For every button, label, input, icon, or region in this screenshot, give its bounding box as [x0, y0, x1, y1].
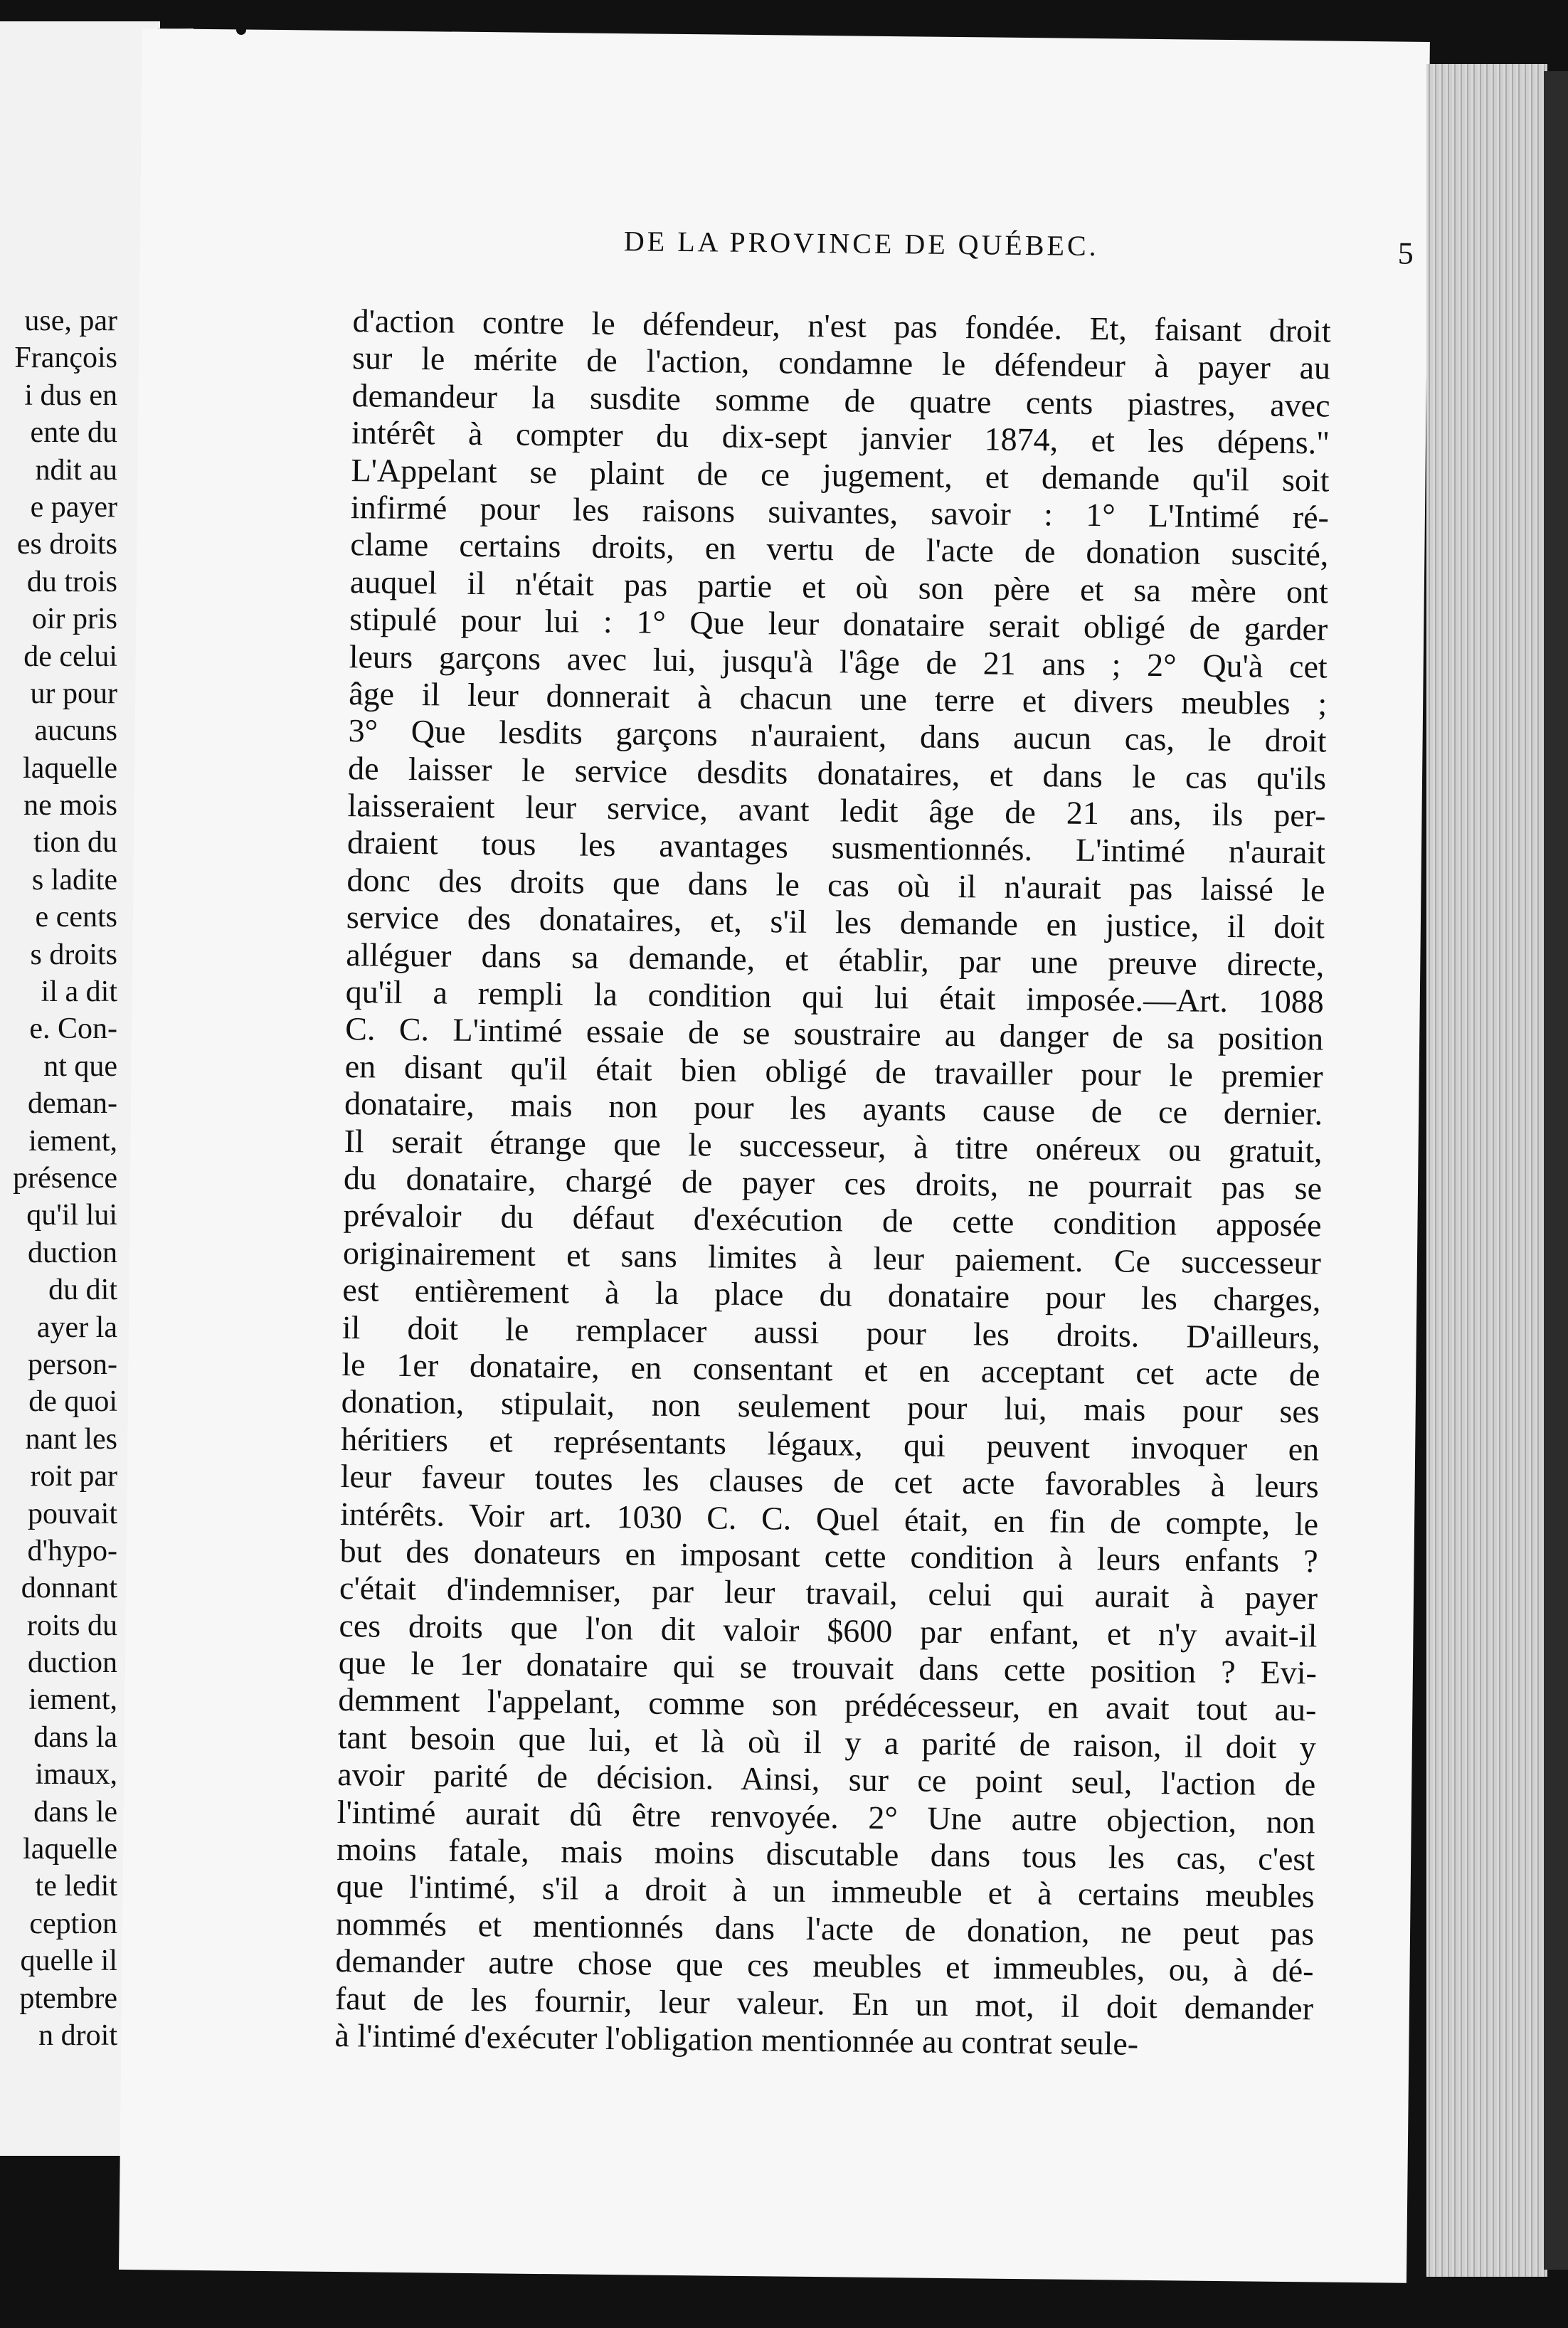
right-page [119, 28, 1430, 2283]
left-page-line: tion du [33, 826, 117, 859]
left-page-line: use, par [24, 305, 117, 337]
text-line: héritiers et représentants légaux, qui peuvent invoquer en [340, 1420, 1320, 1468]
text-line: Il serait étrange que le successeur, à titre onéreux ou gratuit, [344, 1122, 1323, 1170]
left-page-line: dans le [33, 1795, 117, 1829]
text-line: donation, stipulait, non seulement pour lui, mais pour ses [341, 1383, 1320, 1430]
left-page-line: ayer la [36, 1311, 117, 1344]
text-line: c'était d'indemniser, par leur travail, celui qui aurait à payer [339, 1570, 1318, 1617]
left-page-line: person- [28, 1348, 117, 1381]
text-line: du donataire, chargé de payer ces droits, ne pourrait pas se [343, 1160, 1323, 1207]
left-page-line: iement, [28, 1124, 117, 1158]
text-line: laisseraient leur service, avant ledit âge de 21 ans, ils per- [347, 787, 1326, 834]
left-page-line: s droits [30, 938, 117, 971]
text-line: d'action contre le défendeur, n'est pas fondée. Et, faisant droit [352, 302, 1331, 349]
text-line: le 1er donataire, en consentant et en acceptant cet acte de [341, 1345, 1320, 1393]
page-edges [1426, 64, 1547, 2277]
text-line: demander autre chose que ces meubles et immeubles, ou, à dé- [335, 1942, 1314, 1989]
text-line: auquel il n'était pas partie et où son père et sa mère ont [349, 563, 1329, 610]
text-line: ces droits que l'on dit valoir $600 par enfant, et n'y avait-il [339, 1607, 1318, 1654]
left-page-line: de quoi [28, 1385, 117, 1419]
text-line: demment l'appelant, comme son prédécesseur, en avait tout au- [338, 1681, 1317, 1728]
text-line: intérêt à compter du dix-sept janvier 1874, et les dépens." [351, 414, 1330, 461]
left-page-line: oir pris [31, 603, 117, 636]
left-page-line: donnant [21, 1572, 117, 1605]
left-page-line: François [14, 342, 117, 375]
left-page-line: quelle il [20, 1945, 117, 1978]
left-page-line: duction [28, 1646, 117, 1680]
text-line: prévaloir du défaut d'exécution de cette condition apposée [343, 1197, 1322, 1244]
left-page-line: laquelle [23, 751, 117, 785]
text-line: avoir parité de décision. Ainsi, sur ce point seul, l'action de [337, 1756, 1316, 1803]
text-line: service des donataires, et, s'il les demande en justice, il doit [346, 899, 1325, 946]
left-page-line: ception [29, 1907, 117, 1940]
left-page-line: n droit [38, 2019, 117, 2052]
left-page-line: ne mois [23, 789, 117, 822]
left-page-line: ndit au [35, 453, 117, 487]
edge-shadow [1544, 71, 1568, 2270]
ink-dot [236, 25, 246, 35]
left-page-line: ur pour [30, 677, 117, 710]
running-title: DE LA PROVINCE DE QUÉBEC. [623, 225, 1099, 263]
left-page-line: il a dit [41, 975, 117, 1009]
text-line: que l'intimé, s'il a droit à un immeuble et à certains meubles [336, 1868, 1315, 1915]
left-page-line: roits du [26, 1609, 117, 1642]
body-text [334, 302, 1331, 2065]
running-header [482, 223, 1414, 271]
left-page-line: dans la [33, 1720, 117, 1754]
text-line: infirmé pour les raisons suivantes, savoir : 1° L'Intimé ré- [350, 489, 1330, 536]
text-line: draient tous les avantages susmentionnés. L'intimé n'aurait [346, 824, 1326, 871]
left-page-line: aucuns [34, 714, 117, 748]
left-page-line: e. Con- [29, 1012, 117, 1046]
text-line: faut de les fournir, leur valeur. En un mot, il doit demander [334, 1979, 1314, 2026]
text-line: donataire, mais non pour les ayants cause de ce dernier. [344, 1085, 1323, 1132]
left-page-line: de celui [23, 640, 117, 673]
left-page-line: deman- [28, 1087, 117, 1121]
text-line: leur faveur toutes les clauses de cet acte favorables à leurs [340, 1458, 1319, 1505]
left-page-line: qu'il lui [26, 1199, 117, 1232]
left-page-line: ente du [30, 416, 117, 450]
left-page-line: iement, [28, 1683, 117, 1717]
left-page-line: imaux, [35, 1758, 117, 1792]
left-page-line: nt que [43, 1049, 117, 1083]
text-line: que le 1er donataire qui se trouvait dans cette position ? Evi- [338, 1644, 1318, 1691]
text-line: âge il leur donnerait à chacun une terre et divers meubles ; [348, 674, 1328, 722]
text-line: C. C. L'intimé essaie de se soustraire au danger de sa position [345, 1010, 1324, 1057]
text-line: clame certains droits, en vertu de l'acte de donation suscité, [350, 526, 1329, 573]
text-line: de laisser le service desdits donataires, et dans le cas qu'ils [347, 749, 1327, 797]
left-page-line: ptembre [19, 1982, 117, 2015]
left-page-text [13, 302, 117, 2054]
left-page-line: i dus en [24, 379, 117, 412]
text-line: 3° Que lesdits garçons n'auraient, dans aucun cas, le droit [348, 712, 1327, 759]
text-line: en disant qu'il était bien obligé de travailler pour le premier [344, 1047, 1323, 1095]
text-line: l'intimé aurait dû être renvoyée. 2° Une autre objection, non [337, 1793, 1315, 1841]
left-page-line: duction [28, 1236, 117, 1269]
text-line: qu'il a rempli la condition qui lui était imposée.—Art. 1088 [345, 973, 1325, 1020]
text-line: stipulé pour lui : 1° Que leur donataire serait obligé de garder [349, 600, 1328, 647]
left-page-line: roit par [30, 1460, 117, 1493]
left-page-line: e payer [30, 490, 117, 524]
left-page-line: du trois [26, 565, 117, 598]
page-number: 5 [1397, 236, 1414, 271]
text-line: sur le mérite de l'action, condamne le défendeur à payer au [351, 339, 1331, 386]
left-page-line: pouvait [28, 1497, 117, 1530]
left-page-line: d'hypo- [27, 1534, 117, 1567]
left-page-line: laquelle [23, 1833, 117, 1866]
text-line: demandeur la susdite somme de quatre cents piastres, avec [351, 376, 1330, 424]
text-line: tant besoin que lui, et là où il y a parité de raison, il doit y [337, 1718, 1317, 1766]
text-line: but des donateurs en imposant cette condition à leurs enfants ? [339, 1532, 1318, 1580]
text-line: à l'intimé d'exécuter l'obligation mentionnée au contrat seule- [334, 2016, 1139, 2062]
text-line: L'Appelant se plaint de ce jugement, et demande qu'il soit [351, 451, 1330, 499]
text-line: nommés et mentionnés dans l'acte de donation, ne peut pas [335, 1905, 1315, 1952]
left-page-line: es droits [16, 528, 117, 561]
text-line: leurs garçons avec lui, jusqu'à l'âge de 21 ans ; 2° Qu'à cet [349, 637, 1328, 685]
left-page-line: s ladite [31, 863, 117, 896]
text-line: il doit le remplacer aussi pour les droits. D'ailleurs, [341, 1308, 1321, 1355]
text-line: alléguer dans sa demande, et établir, par une preuve directe, [346, 936, 1325, 983]
left-page-line: nant les [25, 1422, 117, 1456]
text-line: moins fatale, mais moins discutable dans tous les cas, c'est [336, 1831, 1315, 1878]
text-line: est entièrement à la place du donataire pour les charges, [342, 1271, 1321, 1318]
left-page-line: e cents [35, 901, 117, 934]
left-page-line: du dit [48, 1274, 117, 1307]
text-line: originairement et sans limites à leur paiement. Ce successeur [342, 1234, 1322, 1281]
text-line: donc des droits que dans le cas où il n'aurait pas laissé le [346, 861, 1325, 909]
left-page-line: te ledit [35, 1870, 117, 1903]
text-line: intérêts. Voir art. 1030 C. C. Quel était, en fin de compte, le [339, 1495, 1319, 1542]
left-page-line: présence [13, 1161, 117, 1195]
